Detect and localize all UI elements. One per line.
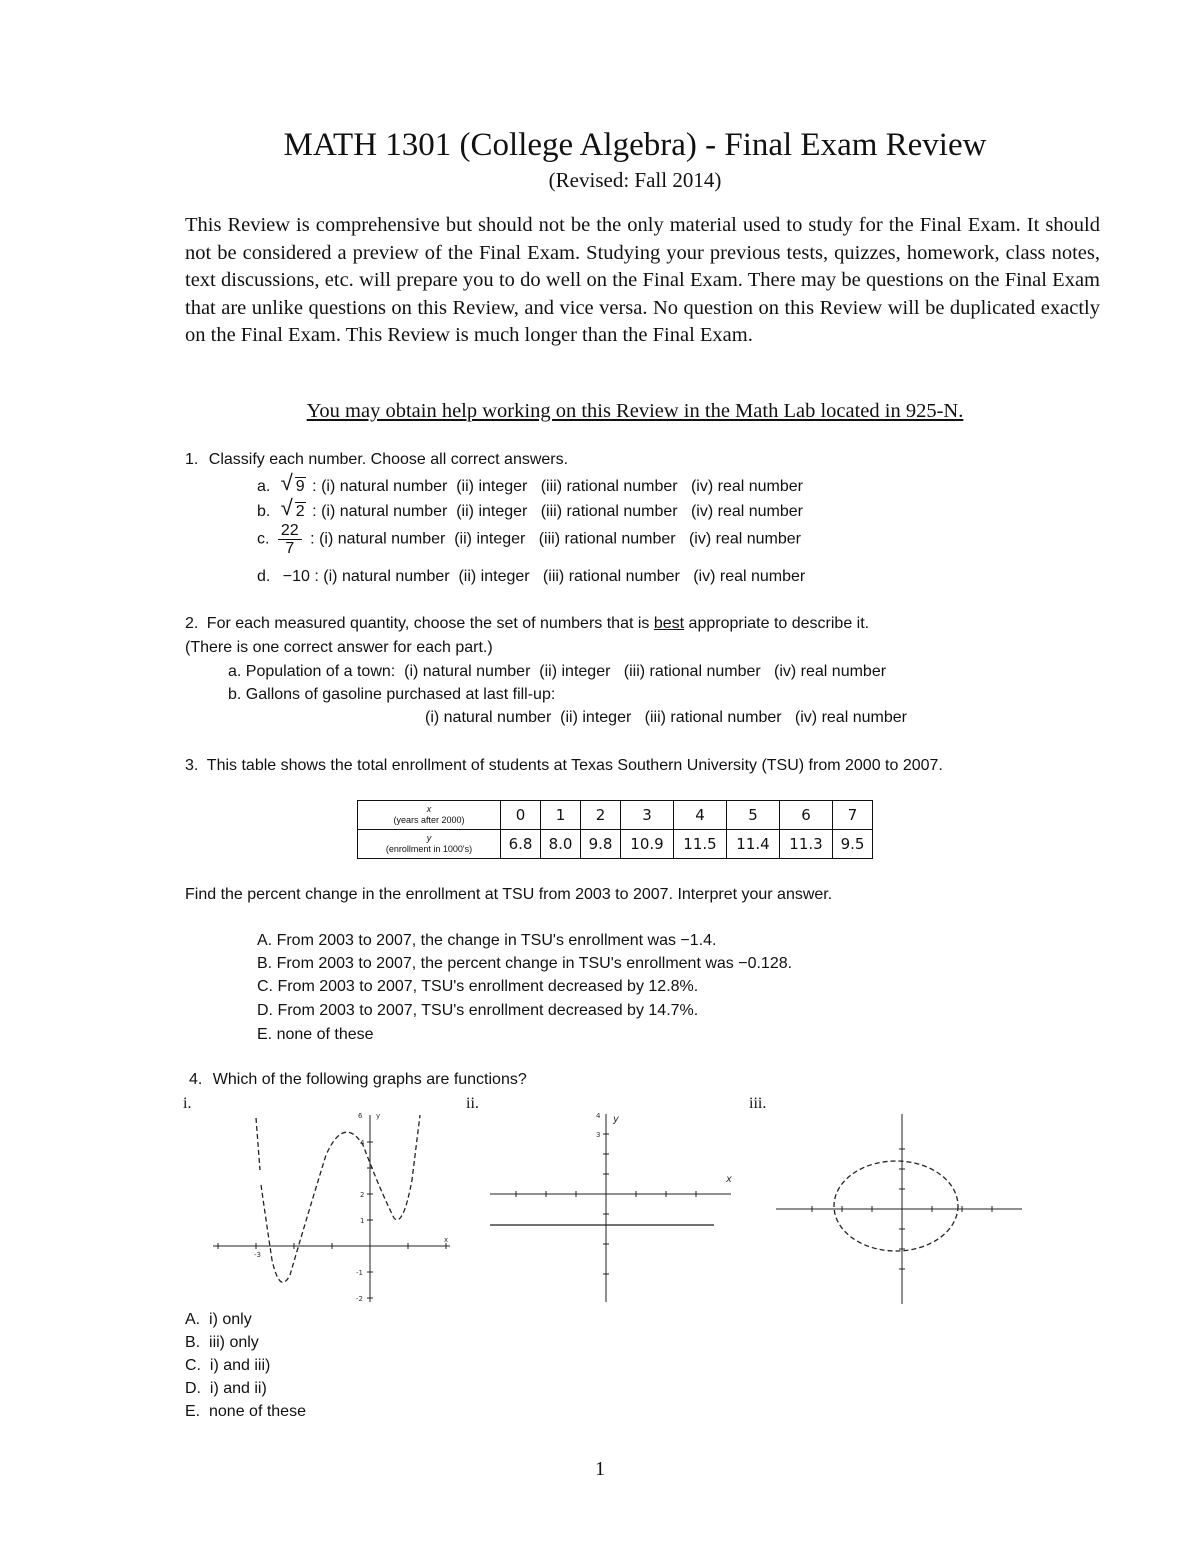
intro-paragraph: This Review is comprehensive but should not be the only material used to study for the Final Exam. It should not be considered a preview of the Final Exam. Studying your previous tests, quizzes, homework, class notes, text discussions, etc. will prepare you to do well on the Final Exam. There may be questions on the Final Exam that are unlike questions on this Review, and vice versa. No question on this Review will be duplicated exactly on the Final Exam. This Review is much longer than the Final Exam.: [185, 214, 1100, 346]
graph-label-iii: iii.: [749, 1095, 767, 1112]
answer-option-a: A. i) only: [185, 1311, 252, 1328]
question-number: 2.: [185, 615, 199, 632]
page-title: MATH 1301 (College Algebra) - Final Exam Review: [283, 127, 987, 163]
svg-text:-3: -3: [254, 1251, 261, 1259]
graph-label-i: i.: [183, 1095, 192, 1112]
q1-part-c: c. $\frac{22}{7}$ : (i) natural number (ii) integer (iii) rational number (iv) real number: [257, 522, 801, 557]
answer-option-a: A. From 2003 to 2007, the change in TSU's enrollment was −1.4.: [257, 932, 717, 949]
table-row: [358, 830, 873, 859]
number-value: −10: [282, 568, 310, 585]
table-cell: 9.5: [833, 830, 873, 859]
table-cell: 4: [674, 801, 727, 830]
svg-text:2: 2: [360, 1191, 365, 1199]
table-cell: 6.8: [501, 830, 541, 859]
table-cell: 11.4: [727, 830, 780, 859]
table-cell: 3: [621, 801, 674, 830]
table-cell: 6: [780, 801, 833, 830]
answer-option-d: D. i) and ii): [185, 1380, 267, 1397]
svg-text:-1: -1: [356, 1269, 363, 1277]
svg-text:3: 3: [596, 1131, 601, 1139]
radical-icon: √: [280, 495, 293, 520]
part-letter: d.: [257, 568, 271, 585]
answer-option-d: D. From 2003 to 2007, TSU's enrollment decreased by 14.7%.: [257, 1002, 699, 1019]
q2-part-b-choices: (i) natural number (ii) integer (iii) rational number (iv) real number: [425, 709, 907, 726]
svg-text:-2: -2: [356, 1295, 363, 1303]
table-cell: 5: [727, 801, 780, 830]
square-root-expression: √ 2: [280, 495, 305, 520]
question-prompt: This table shows the total enrollment of students at Texas Southern University (TSU) from 2000 to 2007.: [206, 757, 943, 774]
question-number: 3.: [185, 757, 199, 774]
svg-text:y: y: [376, 1112, 381, 1120]
graph-i: [208, 1110, 458, 1310]
svg-text:1: 1: [360, 1217, 365, 1225]
svg-text:x: x: [726, 1174, 732, 1185]
classification-choices: (i) natural number (ii) integer (iii) rational number (iv) real number: [323, 568, 806, 585]
axis-ticks: [218, 1142, 449, 1298]
axis-tick-labels: [596, 1112, 732, 1185]
table-cell: 8.0: [541, 830, 581, 859]
part-letter: c.: [257, 530, 270, 548]
answer-option-b: B. iii) only: [185, 1334, 259, 1351]
table-cell: 11.3: [780, 830, 833, 859]
question-2: 2. For each measured quantity, choose the set of numbers that is best appropriate to describe it.: [185, 615, 870, 632]
answer-option-b: B. From 2003 to 2007, the percent change in TSU's enrollment was −0.128.: [257, 955, 793, 972]
question-3-task: Find the percent change in the enrollment at TSU from 2003 to 2007. Interpret your answer.: [185, 886, 833, 903]
q1-part-a: a. √ 9 : (i) natural number (ii) integer (iii) rational number (iv) real number: [257, 470, 803, 495]
q1-part-d: d. −10 : (i) natural number (ii) integer (iii) rational number (iv) real number: [257, 568, 806, 585]
question-4: [189, 1071, 527, 1089]
part-letter: b.: [257, 503, 271, 520]
classification-choices: (i) natural number (ii) integer (iii) rational number (iv) real number: [321, 478, 803, 495]
svg-text:x: x: [444, 1236, 449, 1244]
revision-note: (Revised: Fall 2014): [548, 168, 722, 192]
table-header-y: y (enrollment in 1000's): [358, 830, 501, 859]
curve: [256, 1115, 420, 1282]
svg-text:4: 4: [596, 1112, 601, 1120]
table-row: [358, 801, 873, 830]
question-number: 1.: [185, 451, 199, 468]
svg-text:4: 4: [360, 1139, 365, 1147]
svg-text:6: 6: [358, 1112, 363, 1120]
q2-part-a: a. Population of a town: (i) natural number (ii) integer (iii) rational number (iv) real number: [228, 663, 887, 680]
graph-label-ii: ii.: [466, 1095, 479, 1112]
question-1: [185, 451, 568, 469]
classification-choices: (i) natural number (ii) integer (iii) rational number (iv) real number: [319, 530, 801, 548]
table-cell: 0: [501, 801, 541, 830]
enrollment-table: [357, 800, 873, 859]
axis-tick-labels: [254, 1112, 448, 1303]
math-lab-note: You may obtain help working on this Review in the Math Lab located in 925-N.: [306, 400, 964, 422]
q1-part-b: b. √ 2 : (i) natural number (ii) integer (iii) rational number (iv) real number: [257, 495, 803, 520]
square-root-expression: √ 9: [280, 470, 305, 495]
answer-option-e: E. none of these: [185, 1403, 306, 1420]
table-cell: 1: [541, 801, 581, 830]
table-cell: 9.8: [581, 830, 621, 859]
answer-option-c: C. From 2003 to 2007, TSU's enrollment decreased by 12.8%.: [257, 978, 699, 995]
radical-icon: √: [280, 470, 293, 495]
question-prompt: Classify each number. Choose all correct answers.: [208, 451, 569, 468]
table-cell: 7: [833, 801, 873, 830]
table-cell: 10.9: [621, 830, 674, 859]
q2-part-b: b. Gallons of gasoline purchased at last fill-up:: [228, 686, 556, 703]
page-number: 1: [595, 1458, 605, 1480]
emphasis-text: best: [653, 615, 685, 632]
fraction-expression: $\frac{22}{7}$: [278, 522, 302, 557]
svg-text:y: y: [613, 1114, 619, 1125]
question-number: 4.: [189, 1071, 203, 1088]
graph-iii: [772, 1110, 1032, 1310]
classification-choices: (i) natural number (ii) integer (iii) rational number (iv) real number: [321, 503, 803, 520]
table-cell: 2: [581, 801, 621, 830]
part-letter: a.: [257, 478, 271, 495]
answer-option-e: E. none of these: [257, 1026, 374, 1043]
question-prompt: Which of the following graphs are functions?: [212, 1071, 527, 1088]
question-3: [185, 757, 943, 775]
table-header-x: x (years after 2000): [358, 801, 501, 830]
question-2-note: (There is one correct answer for each part.): [185, 639, 493, 656]
answer-option-c: C. i) and iii): [185, 1357, 271, 1374]
ellipse-curve: [834, 1161, 958, 1251]
graph-ii: [486, 1110, 736, 1310]
table-cell: 11.5: [674, 830, 727, 859]
